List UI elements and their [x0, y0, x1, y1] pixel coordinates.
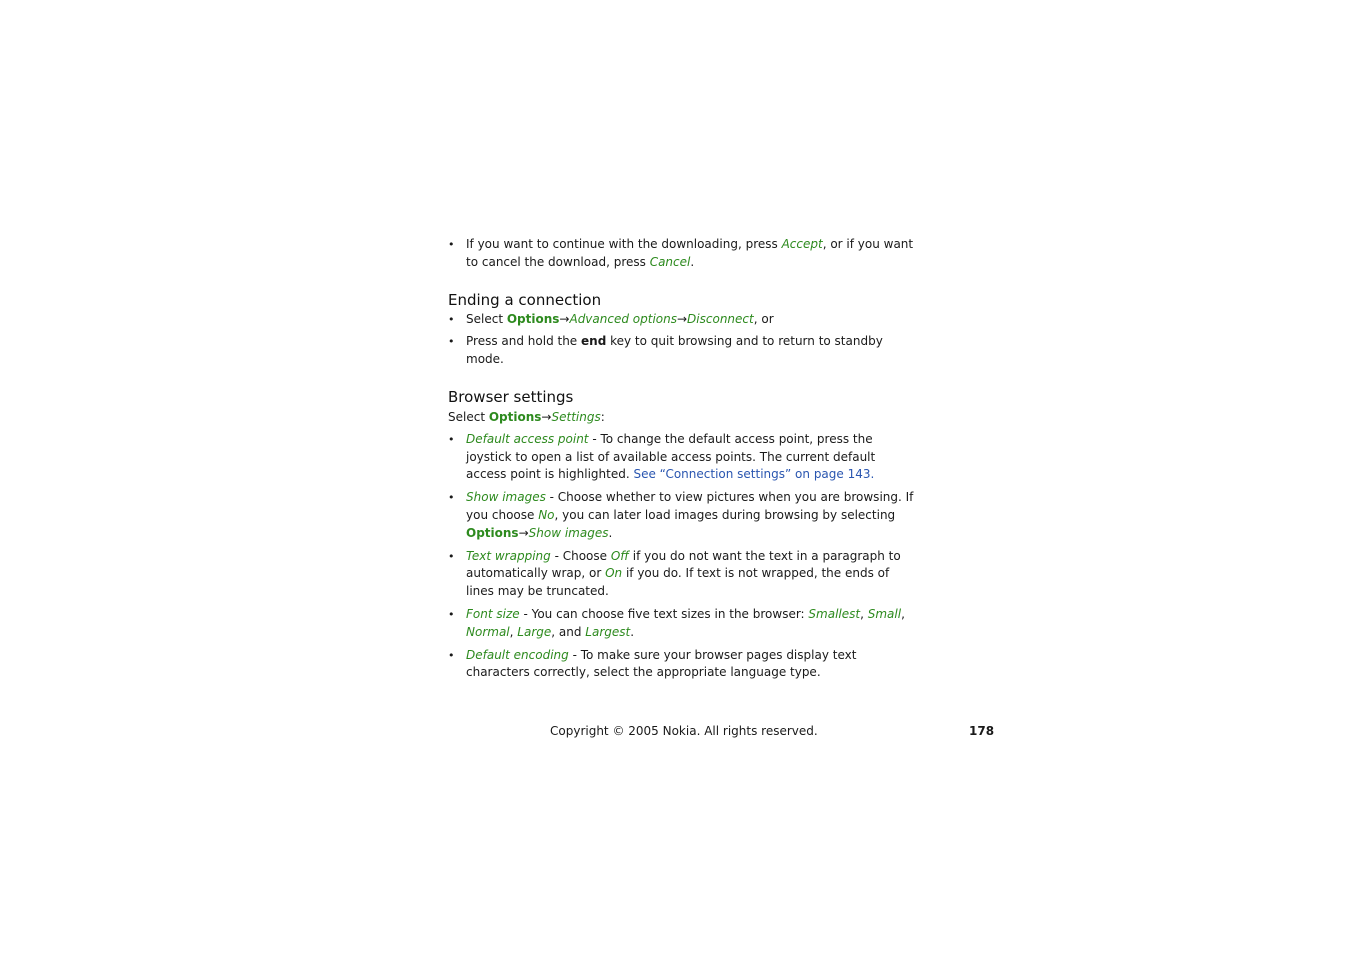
text: , or: [753, 311, 774, 326]
select-instruction: [448, 409, 918, 427]
no-term: No: [538, 507, 555, 522]
text: if you do. If text is not wrapped, the ends of lines may be truncated.: [466, 566, 890, 599]
smallest-term: Smallest: [808, 606, 861, 621]
options-term: Options: [466, 525, 519, 540]
small-term: Small: [867, 606, 902, 621]
font-size-term: Font size: [466, 606, 520, 621]
options-term: Options: [506, 311, 560, 326]
bullet-icon: •: [448, 607, 455, 621]
accept-term: Accept: [781, 237, 823, 251]
default-encoding-term: Default encoding: [466, 647, 569, 662]
advanced-options-term: Advanced options: [569, 311, 677, 326]
page-number: 178: [969, 724, 995, 738]
bullet-icon: •: [448, 549, 455, 563]
list-item: [448, 489, 918, 542]
text: - Choose whether to view pictures when you are browsing. If you choose: [466, 490, 914, 522]
text: .: [608, 525, 613, 540]
text: - To make sure your browser pages display text characters correctly, select the appropriate language type.: [466, 647, 857, 680]
text: , you can later load images during browsing by selecting: [554, 507, 896, 522]
manual-page-content: [448, 236, 918, 682]
text: Select: [448, 409, 489, 424]
arrow-icon: →: [676, 311, 688, 326]
arrow-icon: →: [559, 311, 570, 326]
section-heading-browser-settings: Browser settings: [448, 387, 574, 406]
text: If you want to continue with the downloading, press: [466, 237, 782, 251]
default-access-point-term: Default access point: [466, 431, 589, 446]
bullet-icon: •: [448, 432, 455, 446]
text: - To change the default access point, press the joystick to open a list of available access points. The current default access point is highlighted.: [466, 431, 876, 482]
text: , or if you want to cancel the download, press: [466, 237, 914, 269]
large-term: Large: [517, 624, 552, 639]
text: Press and hold the: [466, 334, 582, 349]
bullet-icon: •: [448, 238, 455, 251]
section-heading-ending: Ending a connection: [448, 290, 602, 309]
text: :: [600, 409, 605, 424]
cancel-term: Cancel: [649, 254, 691, 269]
show-images-term: Show images: [466, 490, 546, 505]
list-item: [448, 606, 918, 642]
end-key-term: end: [581, 334, 607, 349]
text: Select: [466, 311, 507, 326]
normal-term: Normal: [466, 624, 510, 639]
text: - You can choose five text sizes in the browser:: [519, 606, 809, 621]
off-term: Off: [610, 548, 629, 563]
copyright-footer: Copyright © 2005 Nokia. All rights reserved.: [550, 724, 818, 738]
on-term: On: [605, 566, 623, 581]
list-item: [448, 236, 918, 272]
text: key to quit browsing and to return to standby mode.: [466, 334, 883, 367]
bullet-icon: •: [448, 312, 455, 326]
text: , and: [551, 624, 586, 639]
arrow-icon: →: [518, 525, 529, 540]
bullet-icon: •: [448, 491, 455, 505]
list-item: [448, 548, 918, 601]
list-item: [448, 311, 918, 329]
list-item: [448, 647, 918, 683]
arrow-icon: →: [541, 409, 552, 424]
show-images-term: Show images: [528, 525, 609, 540]
bullet-icon: •: [448, 335, 455, 349]
bullet-icon: •: [448, 648, 455, 662]
text: if you do not want the text in a paragraph to automatically wrap, or: [466, 548, 901, 581]
list-item: [448, 431, 918, 484]
text: - Choose: [550, 548, 611, 563]
text: .: [630, 624, 635, 639]
list-item: [448, 333, 918, 369]
text-wrapping-term: Text wrapping: [466, 548, 551, 563]
settings-term: Settings: [551, 409, 601, 424]
text: ,: [509, 624, 518, 639]
largest-term: Largest: [585, 624, 631, 639]
options-term: Options: [488, 409, 542, 424]
text: ,: [860, 606, 868, 621]
text: ,: [901, 606, 905, 621]
disconnect-term: Disconnect: [687, 311, 754, 326]
text: .: [690, 254, 695, 269]
connection-settings-link[interactable]: See “Connection settings” on page 143.: [633, 467, 875, 482]
